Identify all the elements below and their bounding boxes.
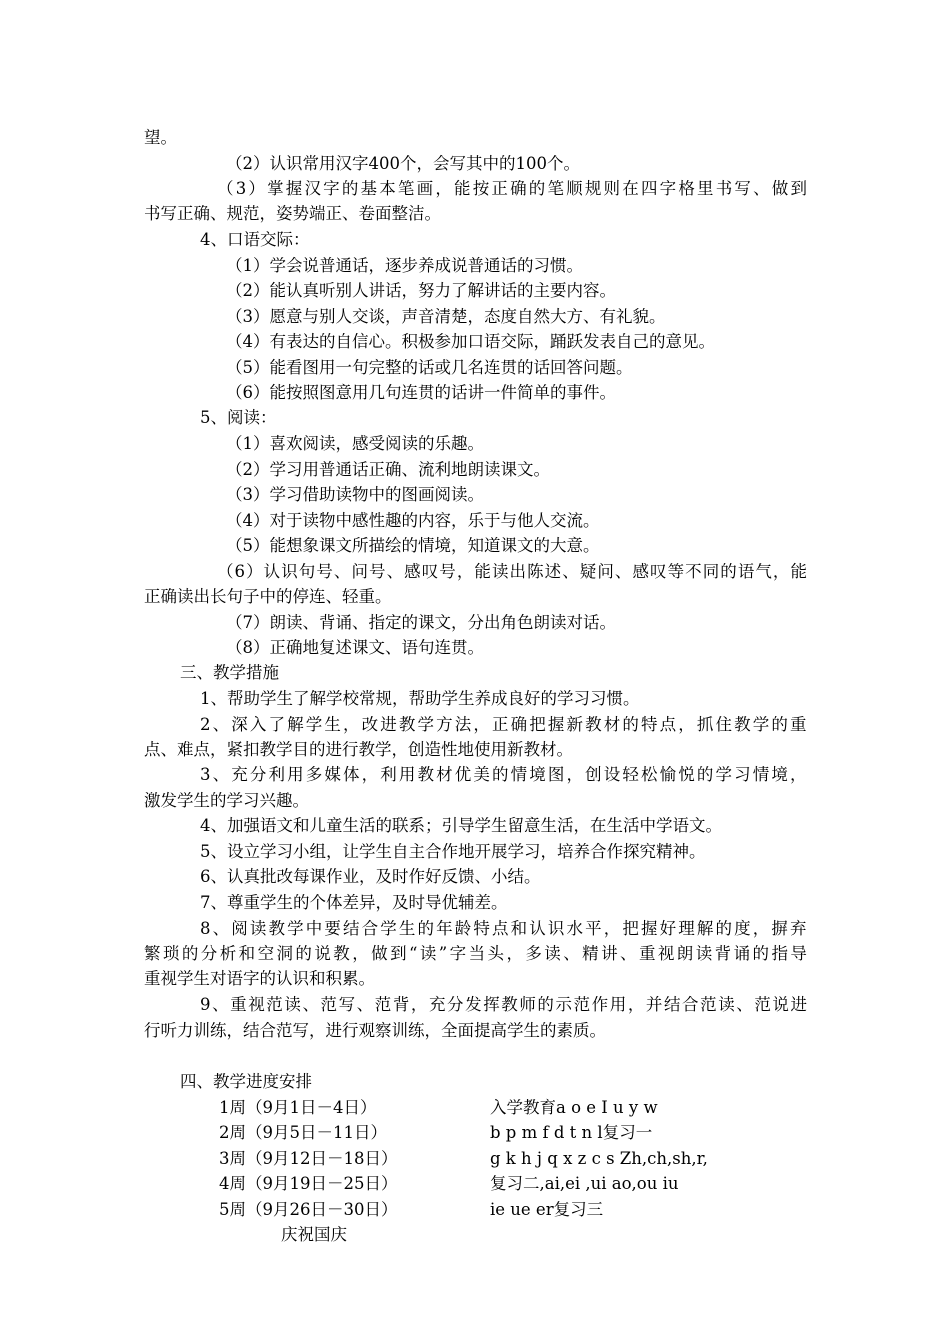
text-line: 望。 bbox=[144, 128, 177, 147]
text-line: （8）正确地复述课文、语句连贯。 bbox=[226, 638, 484, 657]
closing-text: 庆祝国庆 bbox=[281, 1225, 347, 1244]
section-heading: 四、教学进度安排 bbox=[180, 1072, 312, 1091]
text-line: （2）认识常用汉字400个，会写其中的100个。 bbox=[226, 154, 580, 173]
text-line: 2、深入了解学生，改进教学方法，正确把握新教材的特点，抓住教学的重 bbox=[200, 715, 809, 734]
schedule-week: 3周（9月12日－18日） bbox=[219, 1149, 398, 1168]
text-line: （5）能想象课文所描绘的情境，知道课文的大意。 bbox=[226, 536, 600, 555]
schedule-content: 复习二,ai,ei ,ui ao,ou iu bbox=[490, 1174, 679, 1193]
text-line: （4）对于读物中感性趣的内容，乐于与他人交流。 bbox=[226, 511, 600, 530]
text-line: （7）朗读、背诵、指定的课文，分出角色朗读对话。 bbox=[226, 613, 616, 632]
text-line: （2）学习用普通话正确、流利地朗读课文。 bbox=[226, 460, 550, 479]
schedule-week: 2周（9月5日－11日） bbox=[219, 1123, 387, 1142]
section-heading: 5、阅读： bbox=[200, 408, 277, 427]
text-line: 4、加强语文和儿童生活的联系；引导学生留意生活，在生活中学语文。 bbox=[200, 816, 722, 835]
text-line: （6）认识句号、问号、感叹号，能读出陈述、疑问、感叹等不同的语气，能 bbox=[217, 562, 809, 581]
text-line: （3）愿意与别人交谈，声音清楚，态度自然大方、有礼貌。 bbox=[226, 307, 666, 326]
section-heading: 三、教学措施 bbox=[180, 663, 279, 682]
text-line: （1）喜欢阅读，感受阅读的乐趣。 bbox=[226, 434, 484, 453]
schedule-week: 1周（9月1日－4日） bbox=[219, 1098, 377, 1117]
text-line: 6、认真批改每课作业，及时作好反馈、小结。 bbox=[200, 867, 541, 886]
text-line: （1）学会说普通话，逐步养成说普通话的习惯。 bbox=[226, 256, 583, 275]
section-heading: 4、口语交际： bbox=[200, 230, 310, 249]
text-line: 3、充分利用多媒体，利用教材优美的情境图，创设轻松愉悦的学习情境， bbox=[200, 765, 809, 784]
text-line: （3）学习借助读物中的图画阅读。 bbox=[226, 485, 484, 504]
text-line: （6）能按照图意用几句连贯的话讲一件简单的事件。 bbox=[226, 383, 616, 402]
text-line: 繁琐的分析和空洞的说教，做到“读”字当头，多读、精讲、重视朗读背诵的指导 bbox=[144, 944, 810, 963]
schedule-content: b p m f d t n l复习一 bbox=[490, 1123, 653, 1142]
schedule-content: g k h j q x z c s Zh,ch,sh,r, bbox=[490, 1149, 708, 1168]
schedule-week: 5周（9月26日－30日） bbox=[219, 1200, 398, 1219]
text-line: 9、重视范读、范写、范背，充分发挥教师的示范作用，并结合范读、范说进 bbox=[200, 995, 809, 1014]
text-line: 8、阅读教学中要结合学生的年龄特点和认识水平，把握好理解的度，摒弃 bbox=[200, 919, 809, 938]
text-line: 正确读出长句子中的停连、轻重。 bbox=[144, 587, 392, 606]
text-line: 行听力训练，结合范写，进行观察训练，全面提高学生的素质。 bbox=[144, 1021, 606, 1040]
text-line: 点、难点，紧扣教学目的进行教学，创造性地使用新教材。 bbox=[144, 740, 573, 759]
text-line: （3）掌握汉字的基本笔画，能按正确的笔顺规则在四字格里书写、做到 bbox=[217, 179, 810, 198]
text-line: （2）能认真听别人讲话，努力了解讲话的主要内容。 bbox=[226, 281, 616, 300]
text-line: 1、帮助学生了解学校常规，帮助学生养成良好的学习习惯。 bbox=[200, 689, 640, 708]
text-line: （4）有表达的自信心。积极参加口语交际，踊跃发表自己的意见。 bbox=[226, 332, 715, 351]
text-line: 激发学生的学习兴趣。 bbox=[144, 791, 309, 810]
text-line: 重视学生对语字的认识和积累。 bbox=[144, 969, 375, 988]
schedule-content: 入学教育a o e I u y w bbox=[490, 1098, 658, 1117]
schedule-week: 4周（9月19日－25日） bbox=[219, 1174, 398, 1193]
text-line: （5）能看图用一句完整的话或几名连贯的话回答问题。 bbox=[226, 358, 633, 377]
text-line: 5、设立学习小组，让学生自主合作地开展学习，培养合作探究精神。 bbox=[200, 842, 706, 861]
schedule-content: ie ue er复习三 bbox=[490, 1200, 604, 1219]
text-line: 书写正确、规范，姿势端正、卷面整洁。 bbox=[144, 204, 441, 223]
text-line: 7、尊重学生的个体差异，及时导优辅差。 bbox=[200, 893, 508, 912]
